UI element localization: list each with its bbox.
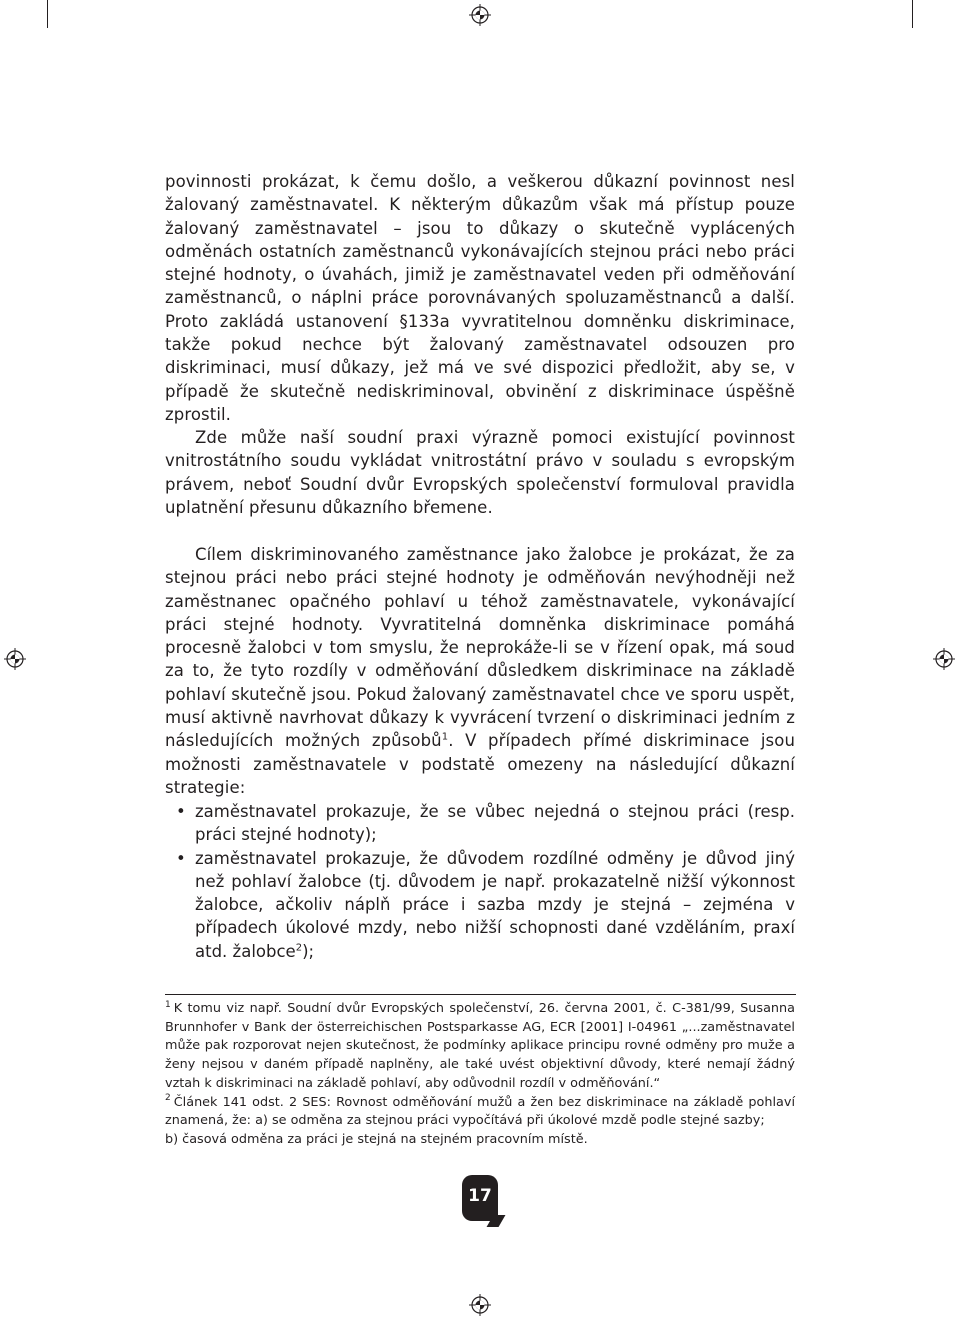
list-item-tail: ); [302,941,315,961]
badge-tail [487,1215,506,1227]
paragraph-text: Zde může naší soudní praxi výrazně pomoci existující povinnost vnitrostátního soudu vykládat vnitrostátní právo v souladu s evropským právem, neboť Soudní dvůr Evropských společenství formuloval pravidla uplatnění přesunu důkazního břemene. [165,428,795,517]
body-paragraph-1 [165,170,795,426]
footnote-ref-2[interactable]: 2 [295,942,303,954]
list-item-text: zaměstnavatel prokazuje, že důvodem rozdílné odměny je důvod jiný než pohlaví žalobce (tj. důvodem je např. prokazatelně nižší výkonnost žalobce, ačkoliv náplň práce i sazba mzdy je stejná – zejména v případech úkolové mzdy, nebo nižší schopnosti dané vzděláním, praxí atd. žalobce [195,848,795,961]
paragraph-text: povinnosti prokázat, k čemu došlo, a veškerou důkazní povinnost nesl žalovaný zaměstnavatel. K některým důkazům však má přístup pouze žalovaný zaměstnavatel – jsou to důkazy o skutečně vyplácených odměnách ostatních zaměstnanců vykonávajících stejnou práci nebo práci stejné hodnoty, o úvahách, jimiž je zaměstnavatel veden při odměňování zaměstnanců, o náplni práce porovnávaných spoluzaměstnanců a další. Proto zakládá ustanovení §133a vyvratitelnou domněnku diskriminace, takže pokud nechce být žalovaný zaměstnavatel odsouzen pro diskriminaci, musí důkazy, jež má ve své dispozici předložit, aby se, v případě že skutečně nediskriminoval, obvinění z diskriminace úspěšně zprostil. [165,172,795,424]
paragraph-text [165,543,795,799]
page-number-badge [462,1175,498,1221]
body-paragraph-2 [165,426,795,519]
footnote-ref-1[interactable]: 1 [441,731,449,743]
body-paragraph-3 [165,543,795,799]
page-number: 17 [468,1186,492,1206]
crop-mark-top-right [912,0,913,28]
footnote-number: 1 [165,999,171,1010]
paragraph-text-part: Cílem diskriminovaného zaměstnance jako žalobce je prokázat, že za stejnou práci nebo práci stejné hodnoty je odměňován nevýhodněji než zaměstnanec opačného pohlaví u téhož zaměstnavatele, vykonávající práci stejné hodnoty. Vyvratitelná domněnka diskriminace pomáhá procesně žalobci v tom smyslu, že neprokáže-li se v řízení opak, má soud za to, že tyto rozdíly v odměňování důsledkem diskriminace na základě pohlaví skutečně jsou. Pokud žalovaný zaměstnavatel chce ve sporu uspět, musí aktivně navrhovat důkazy k vyvrácení tvrzení o diskriminaci jedním z následujících možných způsobů [165,545,795,751]
footnote-text: K tomu viz např. Soudní dvůr Evropských společenství, 26. června 2001, č. C-381/99, Susanna Brunnhofer v Bank der österreichischen Postsparkasse AG, ECR [2001] I-04961 „...zaměstnavatel může pak rozporovat nejen skutečnost, že podmínky aplikace principu rovné odměny pro muže a ženy nejsou v daném případě naplněny, ale také uvést objektivní důvody, které nemají žádný vztah k diskriminaci na základě pohlaví, aby odůvodnil rozdíl v odměňování.“ [165,1001,795,1091]
paragraph-text-part: . V případech přímé diskriminace jsou možnosti zaměstnavatele v podstatě omezeny na následující důkazní strategie: [165,731,795,797]
list-item [165,847,795,963]
bullet-icon: • [176,848,186,868]
footnote-2 [165,1094,795,1131]
crop-mark-top-left [47,0,48,28]
footnote-divider [165,994,796,995]
footnote-2-continued: b) časová odměna za práci je stejná na stejném pracovním místě. [165,1131,588,1147]
registration-mark-right-icon [933,648,955,670]
registration-mark-bottom-icon [469,1294,491,1316]
list-item-text: zaměstnavatel prokazuje, že se vůbec nejedná o stejnou práci (resp. práci stejné hodnoty); [195,802,795,845]
footnote-number: 2 [165,1093,171,1104]
bullet-icon: • [176,802,186,821]
list-item [165,800,795,847]
footnote-1 [165,1000,795,1094]
registration-mark-top-icon [469,4,491,26]
registration-mark-left-icon [4,648,26,670]
footnote-text: Článek 141 odst. 2 SES: Rovnost odměňování mužů a žen bez diskriminace na základě pohlaví znamená, že: a) se odměna za stejnou práci vypočítává při úkolové mzdě podle stejné sazby; [165,1094,795,1129]
strategy-list [165,800,795,963]
footnotes [165,1000,795,1150]
